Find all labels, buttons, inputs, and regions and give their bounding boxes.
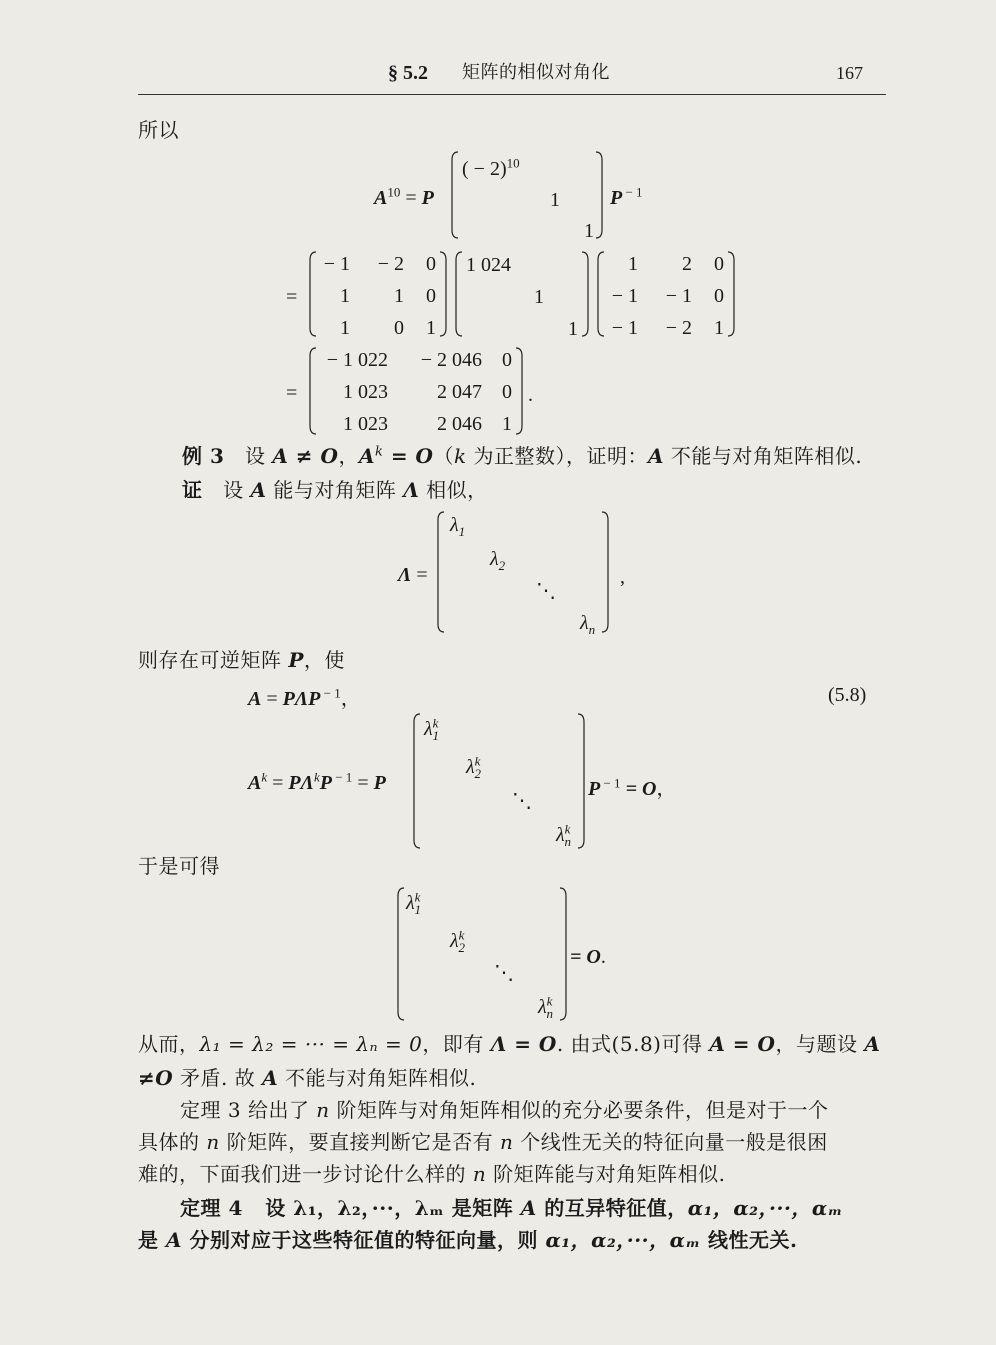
bracket-left: [396, 888, 406, 1020]
theorem-4-line-2: 是 A 分别对应于这些特征值的特征向量，则 α₁，α₂，···，αₘ 线性无关.: [138, 1228, 798, 1252]
result-cell: 0: [502, 381, 512, 403]
bracket-left: [450, 152, 460, 238]
lambda-k-entry: $\lambda^k_n$: [538, 993, 553, 1021]
lambda-k-entry: $\lambda^k_1$: [424, 715, 439, 743]
conclusion-line-1: 从而，λ₁ = λ₂ = ··· = λₙ = 0，即有 Λ = O. 由式(5.8)可得 A = O，与题设 A: [138, 1032, 881, 1056]
bracket-left: [412, 714, 422, 848]
eq-result-period: .: [528, 384, 533, 406]
eq-zero-rhs: = O.: [570, 946, 606, 968]
m3-cell: 0: [714, 253, 724, 275]
result-cell: 1 023: [343, 381, 388, 403]
m3-cell: 1: [714, 317, 724, 339]
lambda-k-entry: $\lambda^k_2$: [466, 753, 481, 781]
m1-cell: 1: [426, 317, 436, 339]
diag-entry-1: ( − 2)$^{10}$: [462, 155, 520, 180]
equation-5-8: A = PΛP $^{- 1}$，: [248, 685, 361, 710]
section-number: § 5.2: [388, 62, 428, 84]
m1-cell: − 1: [323, 253, 350, 275]
lambda-k-entry: $\lambda^k_2$: [450, 927, 465, 955]
page-number: 167: [836, 63, 863, 83]
paragraph-line-1: 定理 3 给出了 n 阶矩阵与对角矩阵相似的充分必要条件，但是对于一个: [180, 1098, 829, 1122]
section-title: 矩阵的相似对角化: [462, 62, 610, 83]
diag-entry-3: 1: [584, 220, 594, 242]
header-rule: [138, 94, 886, 95]
result-cell: 1: [502, 413, 512, 435]
diag-entry-2: 1: [550, 189, 560, 211]
lambda-k-entry: $\lambda^k_1$: [406, 889, 421, 917]
bracket-right: [576, 714, 586, 848]
result-cell: − 1 022: [326, 349, 388, 371]
m1-cell: 0: [426, 285, 436, 307]
m1-cell: 0: [394, 317, 404, 339]
m1-cell: 1: [394, 285, 404, 307]
text-so: 所以: [138, 118, 179, 142]
lambda-k-entry: $\lambda^k_n$: [556, 821, 571, 849]
m3-cell: 1: [628, 253, 638, 275]
bracket-right: [600, 512, 610, 632]
result-cell: 1 023: [343, 413, 388, 435]
eq-ak-rhs: P $^{- 1}$ = O，: [588, 775, 677, 800]
m1-cell: 1: [340, 285, 350, 307]
text-then-get: 于是可得: [138, 854, 220, 878]
proof: 证 设 A 能与对角矩阵 Λ 相似，: [182, 478, 488, 502]
bracket-right: [580, 252, 590, 336]
eq-a10-lhs: $A^{10} = P$: [374, 184, 434, 209]
bracket-right: [514, 348, 524, 434]
result-cell: 2 046: [437, 413, 482, 435]
bracket-left: [454, 252, 464, 336]
eq-ak-lhs: $A^k = P\Lambda^kP$ $^{- 1}$ = P: [248, 769, 386, 794]
m3-cell: − 1: [611, 285, 638, 307]
bracket-right: [558, 888, 568, 1020]
eq-a10-pinv: P $^{- 1}$: [610, 184, 643, 209]
m3-cell: − 1: [665, 285, 692, 307]
lambda-k-dots: ⋱: [512, 790, 532, 812]
m3-cell: 2: [682, 253, 692, 275]
lambda-entry: $\lambda_2$: [490, 548, 506, 573]
lambda-dots: ⋱: [536, 580, 556, 602]
m1-cell: − 2: [377, 253, 404, 275]
bracket-right: [438, 252, 448, 336]
lambda-def-comma: ,: [620, 566, 625, 588]
m2-entry-1: 1 024: [466, 254, 511, 276]
m2-entry-2: 1: [534, 286, 544, 308]
lambda-entry: $\lambda_1$: [450, 514, 466, 539]
bracket-right: [594, 152, 604, 238]
result-cell: 0: [502, 349, 512, 371]
eq-product-equals: =: [286, 286, 298, 308]
lambda-def-lhs: Λ =: [398, 564, 428, 586]
m3-cell: 0: [714, 285, 724, 307]
m1-cell: 1: [340, 317, 350, 339]
m2-entry-3: 1: [568, 318, 578, 340]
bracket-left: [436, 512, 446, 632]
paragraph-line-2: 具体的 n 阶矩阵，要直接判断它是否有 n 个线性无关的特征向量一般是很困: [138, 1130, 828, 1154]
paragraph-line-3: 难的，下面我们进一步讨论什么样的 n 阶矩阵能与对角矩阵相似.: [138, 1162, 726, 1186]
bracket-right: [726, 252, 736, 336]
conclusion-line-2: ≠O 矛盾. 故 A 不能与对角矩阵相似.: [138, 1066, 477, 1090]
result-cell: 2 047: [437, 381, 482, 403]
lambda-entry: $\lambda_n$: [580, 612, 596, 637]
example-3: 例 3 设 A ≠ O，$A^k = O(k$ 为正整数），证明：A 不能与对角矩阵相似.: [182, 444, 863, 468]
result-cell: − 2 046: [420, 349, 482, 371]
exists-p: 则存在可逆矩阵 P，使: [138, 648, 345, 672]
eq-result-equals: =: [286, 382, 298, 404]
theorem-4-line-1: 定理 4 设 λ₁，λ₂，···，λₘ 是矩阵 A 的互异特征值，α₁，α₂，···，αₘ: [180, 1196, 843, 1220]
equation-tag: (5.8): [828, 684, 867, 706]
m3-cell: − 2: [665, 317, 692, 339]
m1-cell: 0: [426, 253, 436, 275]
lambda-k-dots: ⋱: [494, 962, 514, 984]
m3-cell: − 1: [611, 317, 638, 339]
